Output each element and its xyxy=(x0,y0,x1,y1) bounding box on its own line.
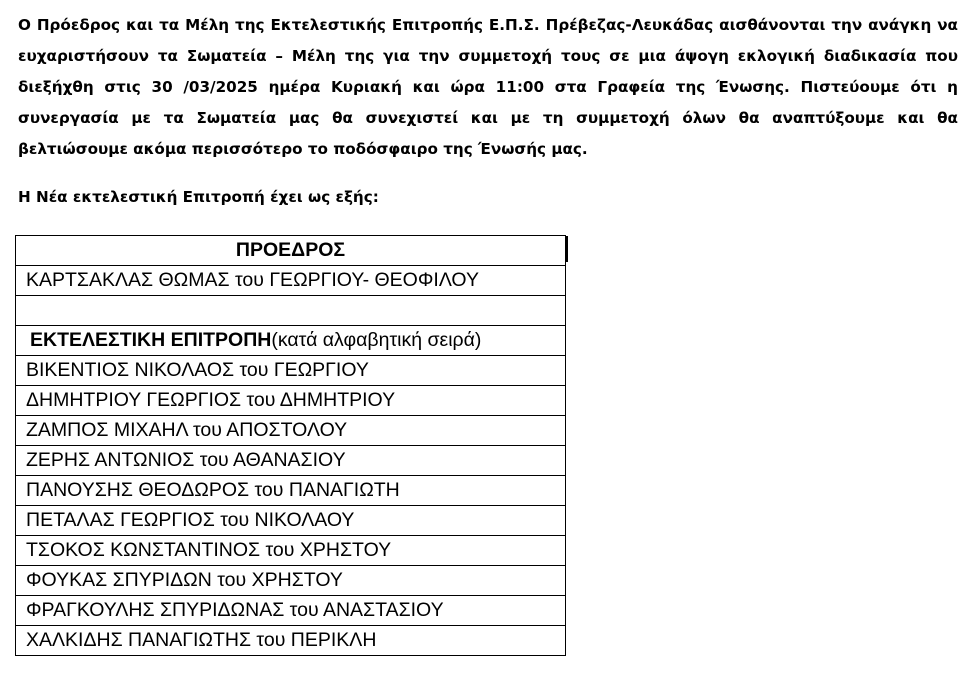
member-name: ΧΑΛΚΙΔΗΣ ΠΑΝΑΓΙΩΤΗΣ του ΠΕΡΙΚΛΗ xyxy=(16,626,566,656)
president-name: ΚΑΡΤΣΑΚΛΑΣ ΘΩΜΑΣ του ΓΕΩΡΓΙΟΥ- ΘΕΟΦΙΛΟΥ xyxy=(16,266,566,296)
table-row xyxy=(16,356,566,386)
executive-note: (κατά αλφαβητική σειρά) xyxy=(271,329,482,351)
member-name: ΦΟΥΚΑΣ ΣΠΥΡΙΔΩΝ του ΧΡΗΣΤΟΥ xyxy=(16,566,566,596)
table-row xyxy=(16,386,566,416)
table-edge-mark xyxy=(566,236,568,262)
member-name: ΖΑΜΠΟΣ ΜΙΧΑΗΛ του ΑΠΟΣΤΟΛΟΥ xyxy=(16,416,566,446)
member-name: ΖΕΡΗΣ ΑΝΤΩΝΙΟΣ του ΑΘΑΝΑΣΙΟΥ xyxy=(16,446,566,476)
member-name: ΤΣΟΚΟΣ ΚΩΝΣΤΑΝΤΙΝΟΣ του ΧΡΗΣΤΟΥ xyxy=(16,536,566,566)
member-name: ΠΑΝΟΥΣΗΣ ΘΕΟΔΩΡΟΣ του ΠΑΝΑΓΙΩΤΗ xyxy=(16,476,566,506)
member-name: ΠΕΤΑΛΑΣ ΓΕΩΡΓΙΟΣ του ΝΙΚΟΛΑΟΥ xyxy=(16,506,566,536)
table-row xyxy=(16,596,566,626)
president-row xyxy=(16,266,566,296)
table-row xyxy=(16,476,566,506)
member-name: ΒΙΚΕΝΤΙΟΣ ΝΙΚΟΛΑΟΣ του ΓΕΩΡΓΙΟΥ xyxy=(16,356,566,386)
member-name: ΔΗΜΗΤΡΙΟΥ ΓΕΩΡΓΙΟΣ του ΔΗΜΗΤΡΙΟΥ xyxy=(16,386,566,416)
announcement-paragraph: Ο Πρόεδρος και τα Μέλη της Εκτελεστικής Επιτροπής Ε.Π.Σ. Πρέβεζας-Λευκάδας αισθάνονται την ανάγκη να ευχαριστήσουν τα Σωματεία – Μέλη της για την συμμετοχή τους σε μια άψογη εκλογική διαδικασία που διεξήχθη στις 30 /03/2025 ημέρα Κυριακή και ώρα 11:00 στα Γραφεία της Ένωσης. Πιστεύουμε ότι η συνεργασία με τα Σωματεία μας θα συνεχιστεί και με τη συμμετοχή όλων θα αναπτύξουμε και θα βελτιώσουμε ακόμα περισσότερο το ποδόσφαιρο της Ένωσής μας. xyxy=(18,16,958,158)
committee-table xyxy=(15,235,566,656)
table-row xyxy=(16,566,566,596)
president-heading-row xyxy=(16,236,566,266)
table-row xyxy=(16,506,566,536)
table-row xyxy=(16,446,566,476)
committee-lead-text: Η Νέα εκτελεστική Επιτροπή έχει ως εξής: xyxy=(18,188,379,206)
table-row xyxy=(16,626,566,656)
spacer-cell xyxy=(16,296,566,326)
executive-heading-row xyxy=(16,326,566,356)
spacer-row xyxy=(16,296,566,326)
executive-heading: ΕΚΤΕΛΕΣΤΙΚΗ ΕΠΙΤΡΟΠΗ xyxy=(30,329,272,351)
table-row xyxy=(16,416,566,446)
table-row xyxy=(16,536,566,566)
executive-heading-cell xyxy=(16,326,566,356)
member-name: ΦΡΑΓΚΟΥΛΗΣ ΣΠΥΡΙΔΩΝΑΣ του ΑΝΑΣΤΑΣΙΟΥ xyxy=(16,596,566,626)
president-heading: ΠΡΟΕΔΡΟΣ xyxy=(16,236,566,266)
